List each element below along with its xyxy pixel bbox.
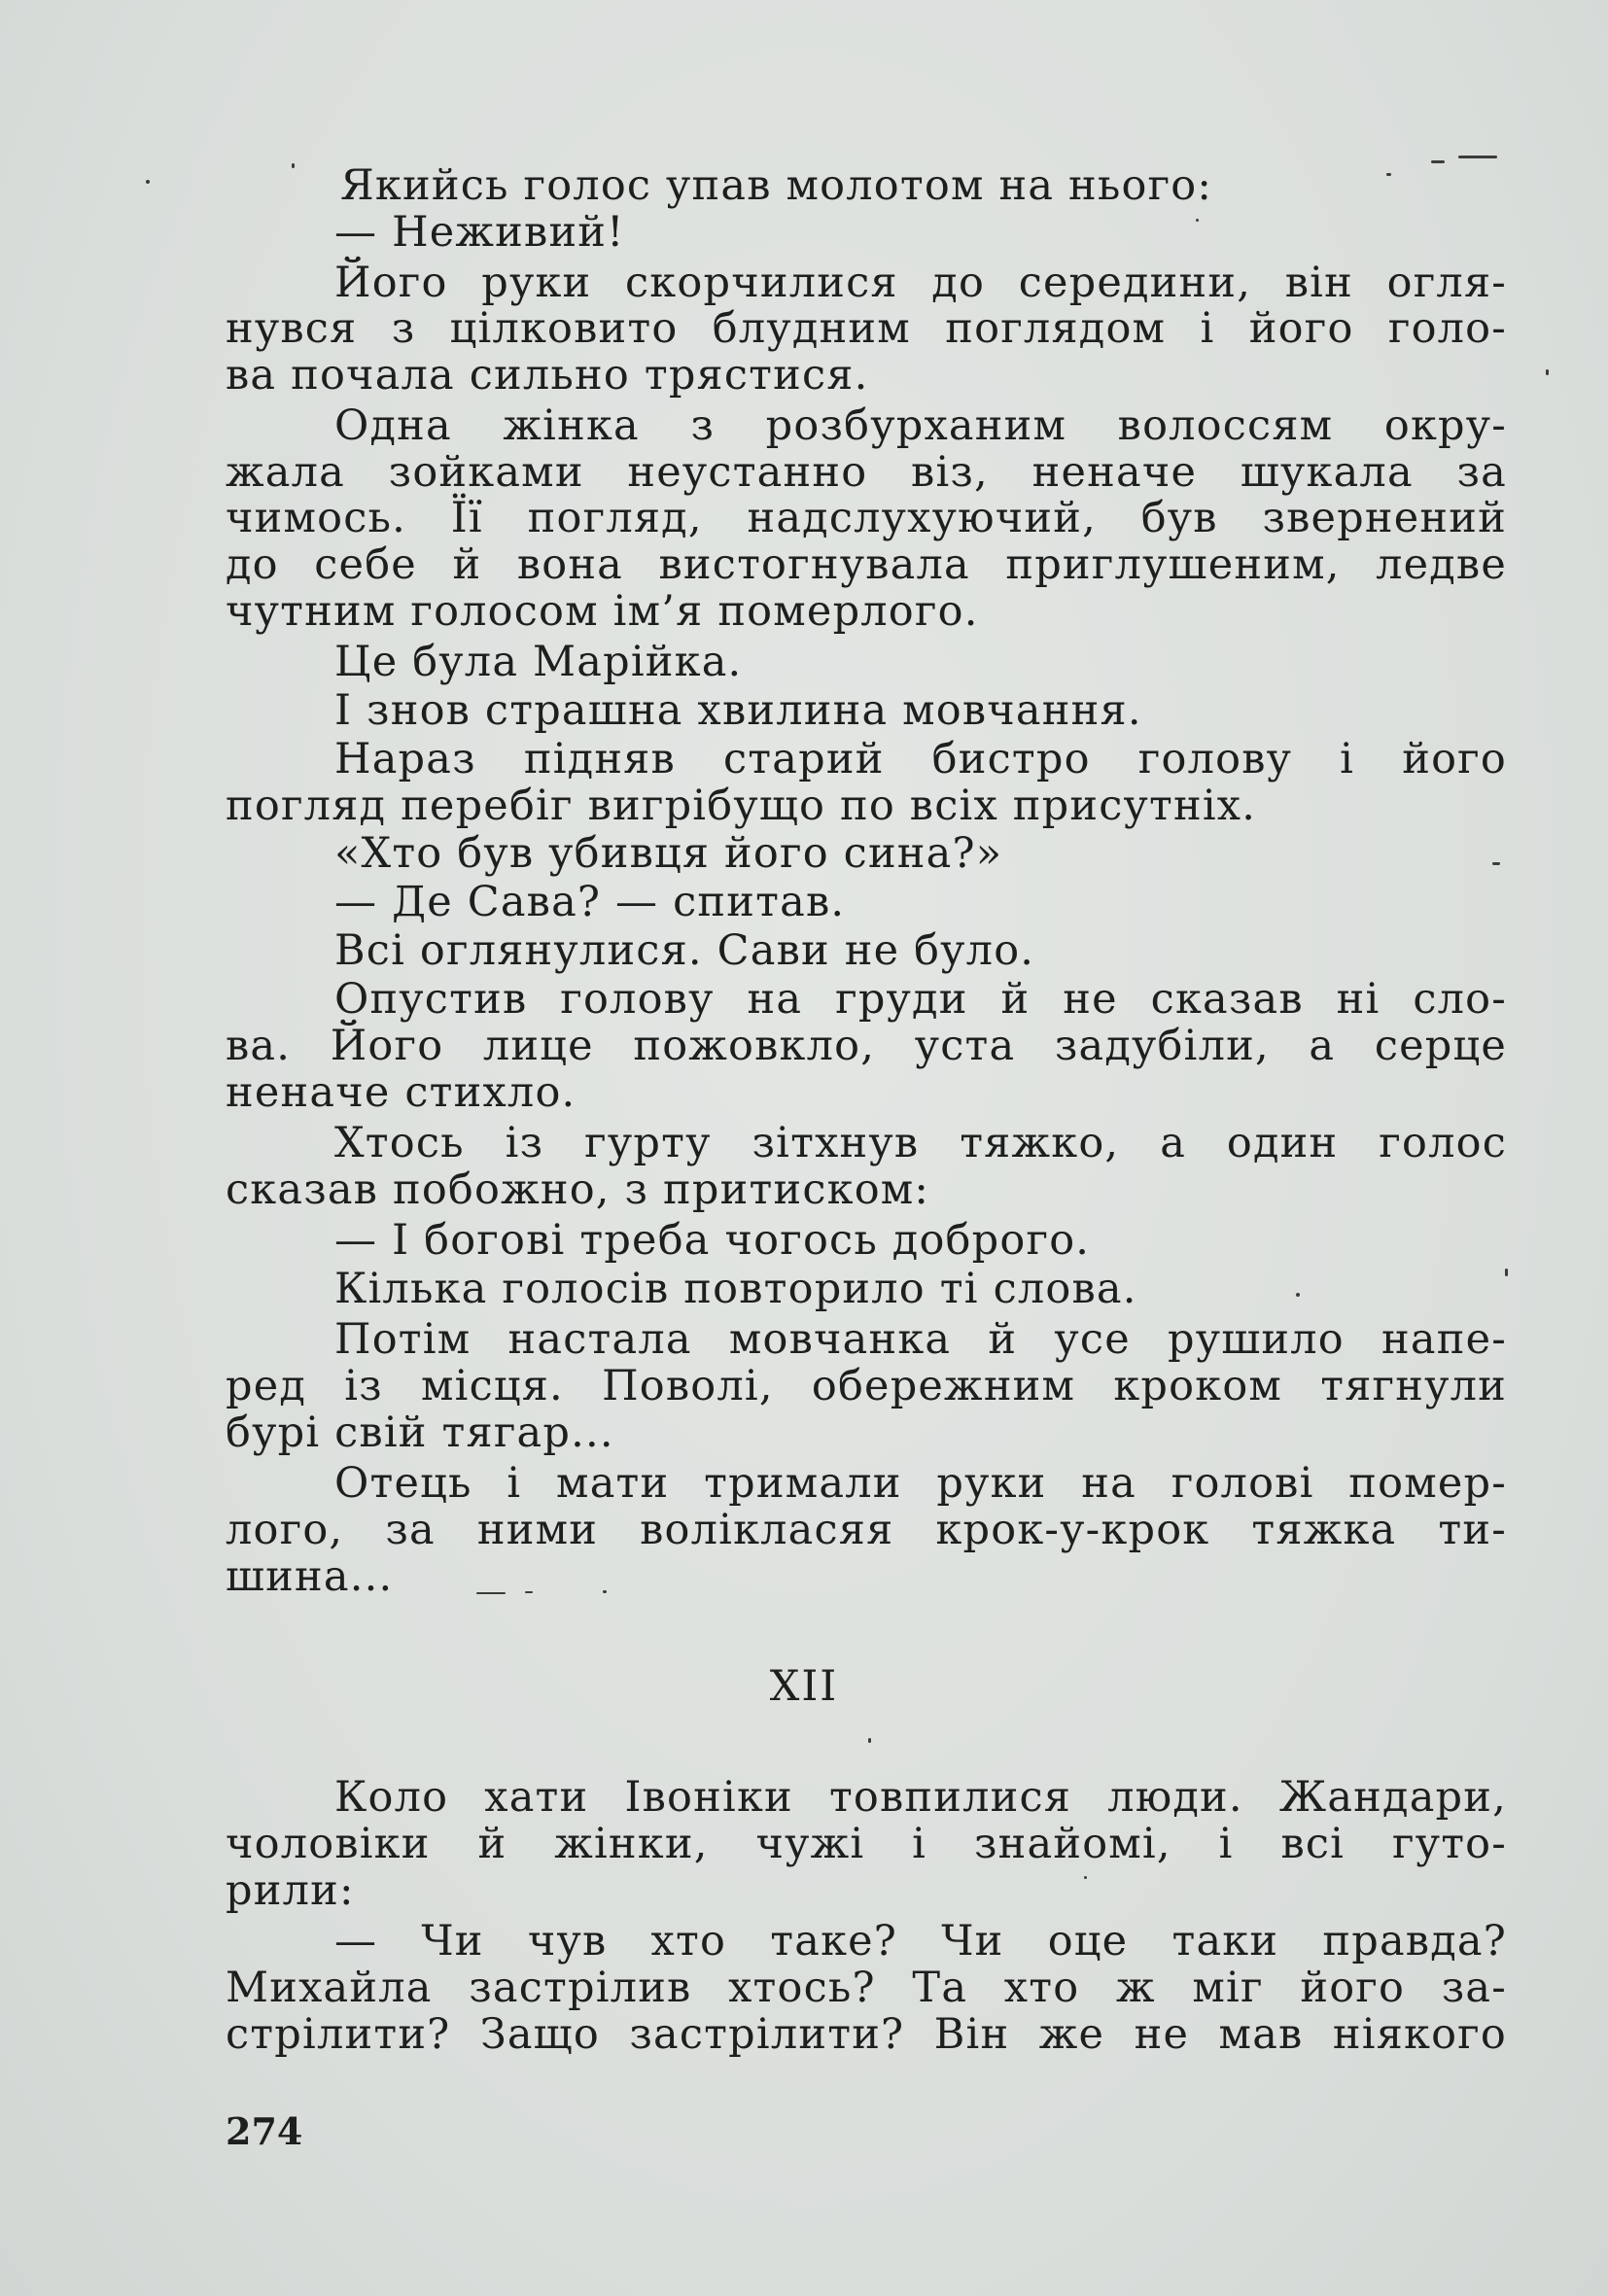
paper-speck <box>1505 1269 1508 1276</box>
chapter-heading: XII <box>769 1662 839 1711</box>
paper-speck <box>476 1592 506 1594</box>
text-line: Нараз підняв старий бистро голову і його <box>334 735 1507 783</box>
text-line: «Хто був убивця його сина?» <box>334 829 1003 878</box>
text-line: чутним голосом ім’я померлого. <box>226 587 979 636</box>
text-line: лого, за ними волікласяя крок-у-крок тяжка ти- <box>226 1506 1507 1554</box>
text-line: неначе стихло. <box>226 1068 577 1117</box>
paper-speck <box>1084 1876 1087 1879</box>
text-line: ва. Його лице пожовкло, уста задубіли, а серце <box>226 1022 1507 1070</box>
text-line: стрілити? Защо застрілити? Він же не мав ніякого <box>226 2010 1507 2059</box>
text-line: сказав побожно, з притиском: <box>226 1165 930 1214</box>
paper-speck <box>1492 862 1500 865</box>
paper-speck <box>1196 219 1199 222</box>
text-line: — Де Сава? — спитав. <box>334 878 846 926</box>
text-line: ва почала сильно трястися. <box>226 351 869 400</box>
text-line: Опустив голову на груди й не сказав ні сло- <box>334 975 1507 1024</box>
text-line: погляд перебіг вигрібущо по всіх присутніх. <box>226 782 1257 830</box>
text-line: Коло хати Івоніки товпилися люди. Жандари, <box>334 1773 1507 1822</box>
text-line: до себе й вона вистогнувала приглушеним, ледве <box>226 540 1507 589</box>
text-line: Якийсь голос упав молотом на нього: <box>340 161 1213 210</box>
text-line: — Неживий! <box>334 208 625 257</box>
text-line: Потім настала мовчанка й усе рушило напе- <box>334 1315 1507 1364</box>
paper-speck <box>292 163 295 168</box>
text-line: чоловіки й жінки, чужі і знайомі, і всі гуто- <box>226 1820 1507 1868</box>
text-line: жала зойками неустанно віз, неначе шукала за <box>226 448 1507 497</box>
paper-speck <box>868 1738 871 1743</box>
paper-speck <box>1546 369 1549 375</box>
paper-speck <box>1431 160 1445 163</box>
text-line: Отець і мати тримали руки на голові помер- <box>334 1459 1507 1508</box>
text-line: чимось. Її погляд, надслухуючий, був звернений <box>226 494 1507 542</box>
text-line: Це була Марійка. <box>334 638 743 686</box>
text-line: шина... <box>226 1552 394 1601</box>
paper-speck <box>525 1591 533 1593</box>
text-line: бурі свій тягар... <box>226 1409 614 1457</box>
text-line: Хтось із гурту зітхнув тяжко, а один голос <box>334 1119 1507 1167</box>
paper-speck <box>146 180 150 184</box>
paper-speck <box>1296 1293 1300 1297</box>
text-line: рили: <box>226 1866 355 1915</box>
text-line: ред із місця. Поволі, обережним кроком тягнули <box>226 1362 1507 1410</box>
text-line: Михайла застрілив хтось? Та хто ж міг його за- <box>226 1964 1507 2012</box>
text-line: Його руки скорчилися до середини, він огля- <box>334 259 1507 307</box>
text-line: Кілька голосів повторило ті слова. <box>334 1265 1137 1313</box>
page-number: 274 <box>226 2109 303 2153</box>
paper-speck <box>603 1590 607 1593</box>
text-line: — Чи чув хто таке? Чи оце таки правда? <box>334 1917 1507 1966</box>
text-line: Всі оглянулися. Сави не було. <box>334 926 1035 975</box>
text-line: І знов страшна хвилина мовчання. <box>334 686 1142 735</box>
text-line: — І богові треба чогось доброго. <box>334 1216 1091 1265</box>
text-line: нувся з цілковито блудним поглядом і його голо- <box>226 304 1507 353</box>
paper-speck <box>1386 173 1391 176</box>
paper-speck <box>1458 156 1497 158</box>
text-line: Одна жінка з розбурханим волоссям окру- <box>334 401 1507 450</box>
